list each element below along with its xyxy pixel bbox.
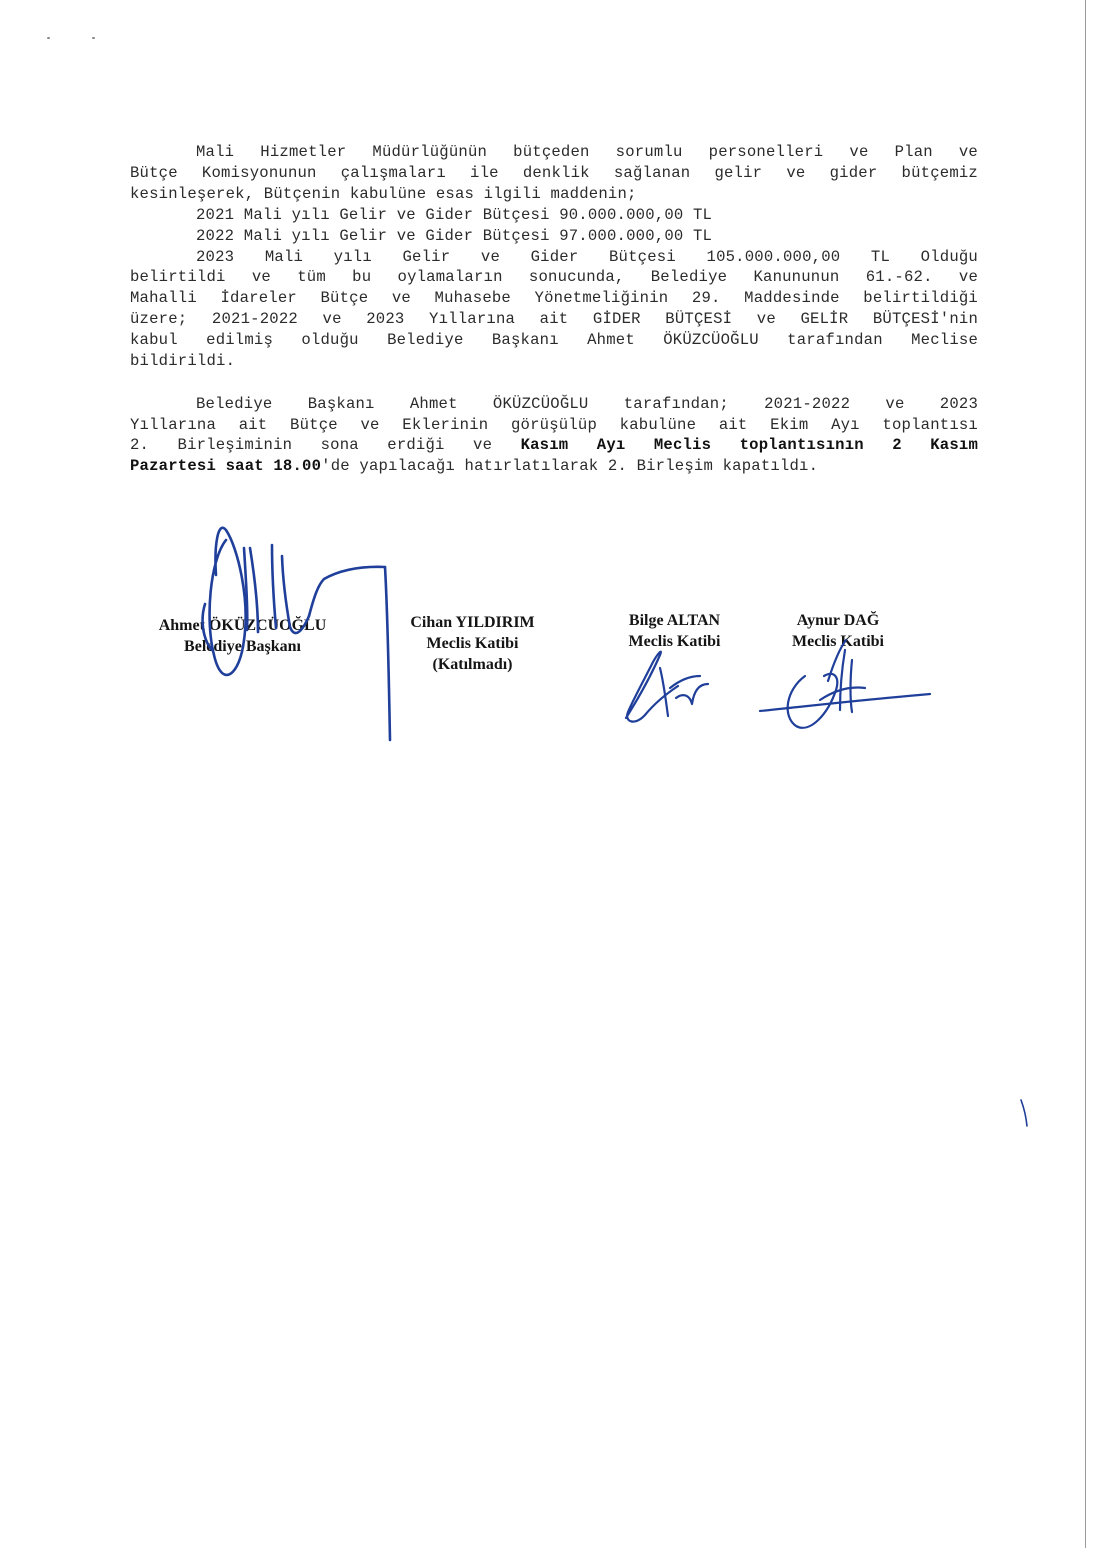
signatory-name: Aynur DAĞ [796, 612, 880, 629]
signature-block-clerk-1 [390, 612, 555, 675]
signatory-title: Belediye Başkanı [184, 638, 301, 655]
signatory-title: Meclis Katibi [628, 633, 721, 650]
signatory-title: Meclis Katibi [426, 635, 519, 652]
signature-block-clerk-3 [768, 610, 908, 652]
budget-line-2022: 2022 Mali yılı Gelir ve Gider Bütçesi 97.000.000,00 TL [196, 227, 713, 245]
meeting-time-emphasis: Pazartesi saat 18.00 [130, 457, 322, 475]
paragraph-3-line-2: Yıllarına ait Bütçe ve Eklerinin görüşülüp kabulüne ait Ekim Ayı toplantısı [130, 416, 978, 434]
signatory-note: (Katılmadı) [432, 656, 513, 673]
paragraph-2-line-3: Mahalli İdareler Bütçe ve Muhasebe Yönetmeliğinin 29. Maddesinde belirtildiği [130, 289, 978, 307]
paragraph-2-line-2: belirtildi ve tüm bu oylamaların sonucunda, Belediye Kanununun 61.-62. ve [130, 268, 978, 286]
paragraph-3-line-3-text: 2. Birleşiminin sona erdiği ve [130, 436, 493, 454]
margin-mark [1021, 1100, 1027, 1126]
paragraph-2-line-6: bildirildi. [130, 352, 236, 370]
budget-line-2021: 2021 Mali yılı Gelir ve Gider Bütçesi 90.000.000,00 TL [196, 206, 713, 224]
paragraph-2-line-1: 2023 Mali yılı Gelir ve Gider Bütçesi 105.000.000,00 TL Olduğu [196, 248, 978, 266]
signatory-title: Meclis Katibi [792, 633, 884, 650]
scan-speck [92, 37, 95, 39]
paragraph-3-line-1: Belediye Başkanı Ahmet ÖKÜZCÜOĞLU tarafından; 2021-2022 ve 2023 [196, 395, 978, 413]
altan-signature-stroke [626, 652, 708, 722]
signatory-name: Bilge ALTAN [628, 612, 721, 629]
paragraph-1-line-3: kesinleşerek, Bütçenin kabulüne esas ilgili maddenin; [130, 185, 637, 203]
paragraph-3-line-4-text: 'de yapılacağı hatırlatılarak 2. Birleşim kapatıldı. [321, 457, 819, 475]
paragraph-2-line-4: üzere; 2021-2022 ve 2023 Yıllarına ait GİDER BÜTÇESİ ve GELİR BÜTÇESİ'nin [130, 310, 978, 328]
paragraph-2-line-5: kabul edilmiş olduğu Belediye Başkanı Ahmet ÖKÜZCÜOĞLU tarafından Meclise [130, 331, 978, 349]
paragraph-3-line-4 [130, 455, 978, 477]
dag-signature-stroke [760, 640, 930, 728]
paragraph-1-line-2: Bütçe Komisyonunun çalışmaları ile denklik sağlanan gelir ve gider bütçemiz [130, 164, 978, 182]
meeting-date-emphasis: Kasım Ayı Meclis toplantısının 2 Kasım [520, 436, 979, 454]
scan-speck [47, 37, 50, 39]
signature-block-clerk-2 [602, 610, 747, 652]
paragraph-1-line-1: Mali Hizmetler Müdürlüğünün bütçeden sorumlu personelleri ve Plan ve [196, 143, 978, 161]
page-edge [1085, 0, 1086, 1548]
paragraph-3-line-3 [130, 434, 978, 456]
signature-block-mayor [140, 615, 345, 657]
signatory-name: Ahmet ÖKÜZCÜOĞLU [158, 617, 327, 634]
signatory-name: Cihan YILDIRIM [410, 614, 535, 631]
